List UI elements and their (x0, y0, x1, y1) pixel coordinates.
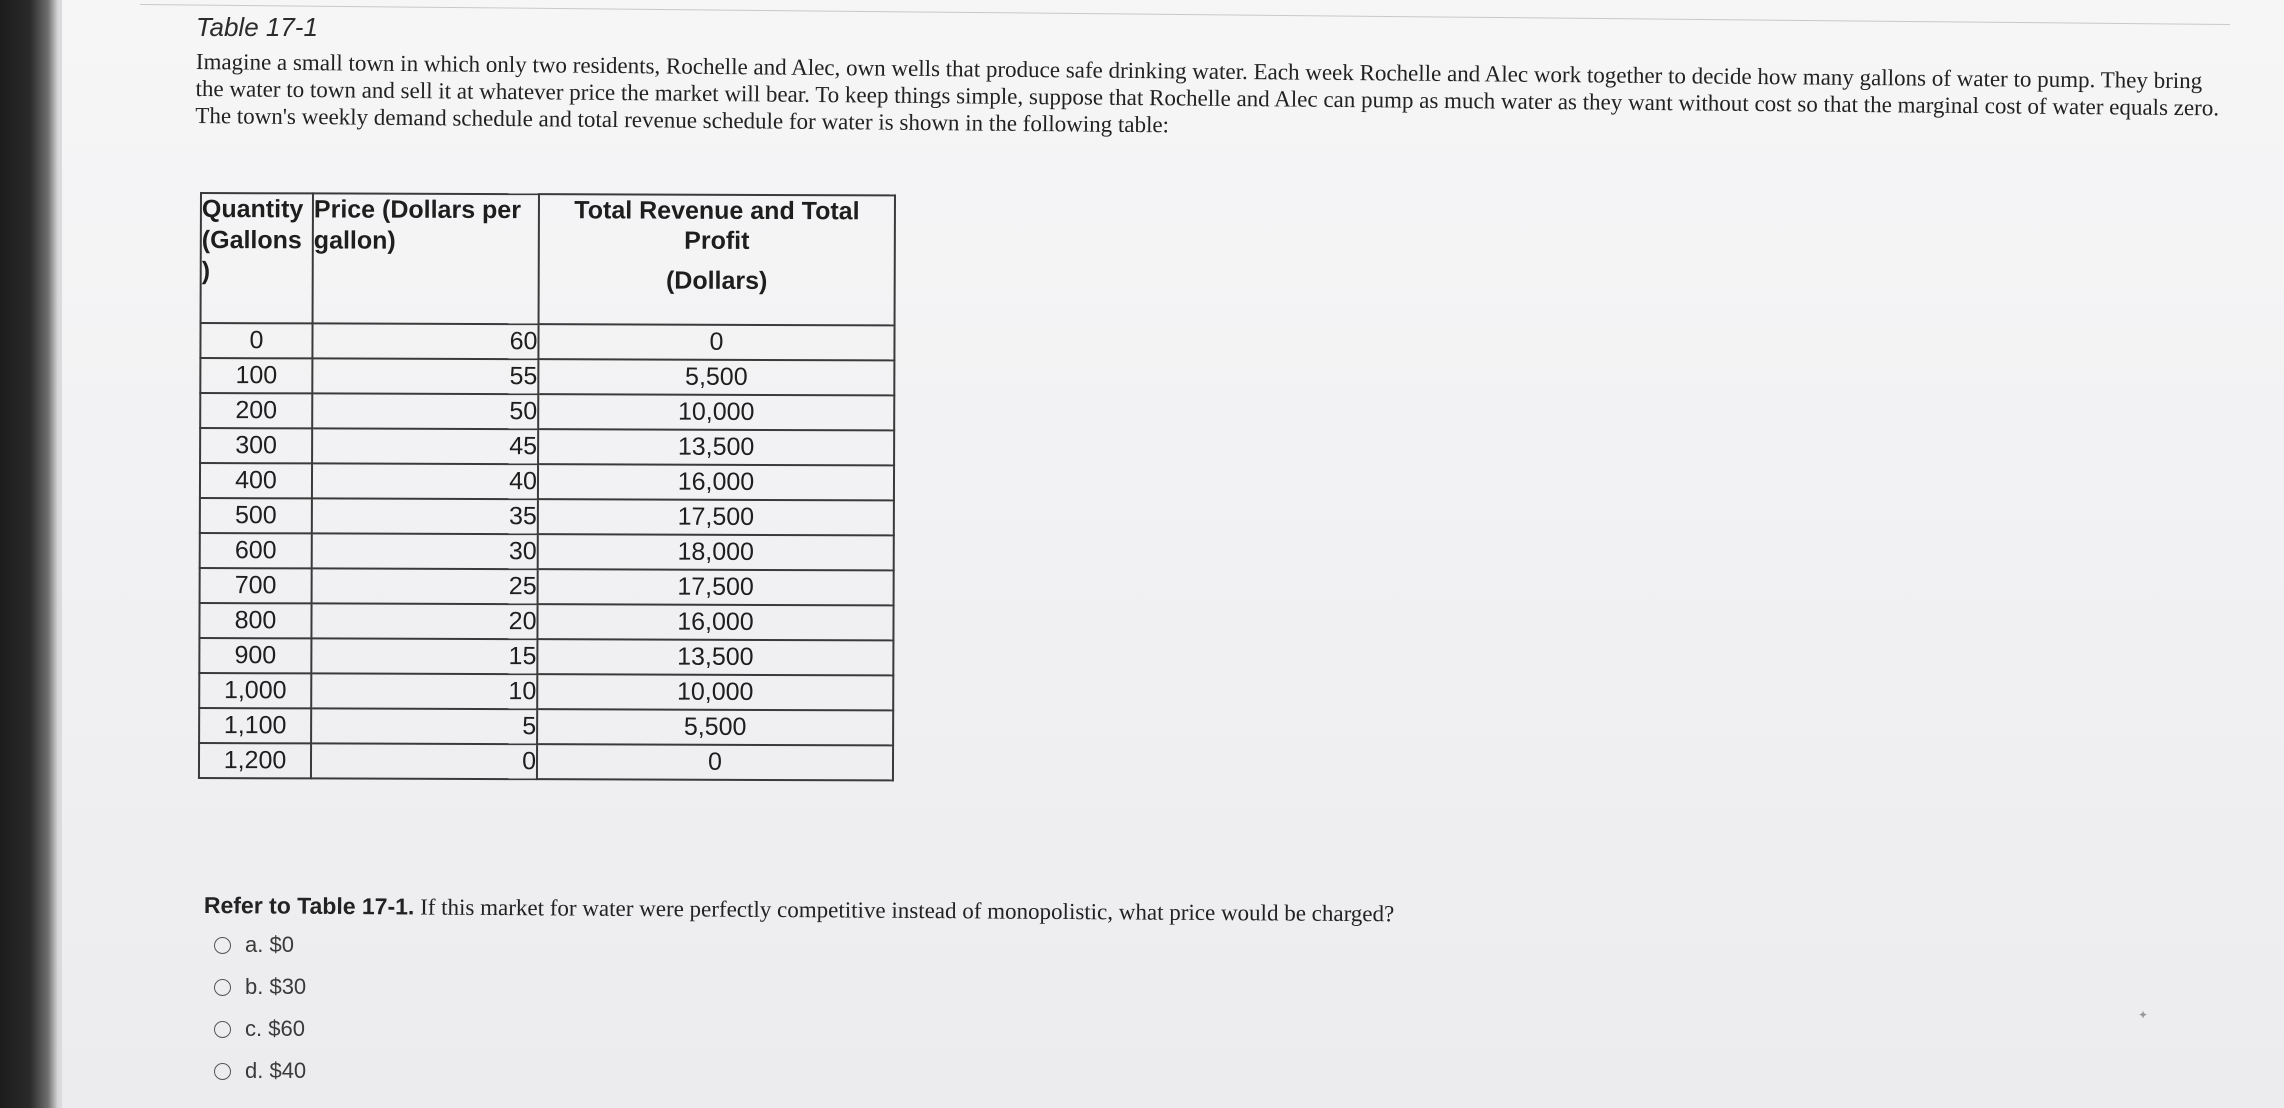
demand-table (198, 192, 896, 781)
cell-quantity: 800 (199, 603, 311, 638)
header-total-revenue (539, 194, 895, 325)
cell-quantity: 1,200 (199, 743, 311, 778)
cell-total-revenue: 16,000 (538, 464, 894, 500)
question-reference: Refer to Table 17-1. (203, 892, 415, 920)
option-label: b. $30 (245, 974, 307, 999)
table-row (199, 673, 893, 710)
cell-total-revenue: 0 (537, 744, 893, 780)
cell-price: 50 (312, 393, 538, 429)
radio-button[interactable] (214, 937, 231, 954)
table-row (200, 428, 894, 465)
table-header-row (201, 193, 895, 325)
option-label: a. $0 (245, 932, 294, 957)
cell-quantity: 600 (200, 533, 312, 568)
cell-total-revenue: 5,500 (538, 359, 894, 395)
cell-total-revenue: 5,500 (537, 709, 893, 745)
cell-quantity: 200 (200, 393, 312, 428)
option-c[interactable] (214, 1008, 306, 1050)
table-row (200, 358, 894, 395)
cell-quantity: 1,000 (199, 673, 311, 708)
cell-price: 30 (312, 533, 538, 569)
cell-total-revenue: 10,000 (537, 674, 893, 710)
cell-quantity: 900 (199, 638, 311, 673)
cell-quantity: 500 (200, 498, 312, 533)
header-total-revenue-label: Total Revenue and Total Profit (574, 196, 860, 255)
cell-quantity: 300 (200, 428, 312, 463)
cell-quantity: 100 (200, 358, 312, 393)
table-row (200, 393, 894, 430)
option-a[interactable] (214, 924, 306, 966)
cell-price: 25 (312, 568, 538, 604)
cell-price: 10 (311, 673, 537, 709)
cell-price: 55 (312, 358, 538, 394)
cell-quantity: 700 (200, 568, 312, 603)
cell-total-revenue: 13,500 (537, 639, 893, 675)
table-row (199, 743, 893, 780)
intro-paragraph: Imagine a small town in which only two residents, Rochelle and Alec, own wells that produce safe drinking water. Each week Rochelle and Alec work together to decide how many gallons of water to pump. They bring the water to town and sell it at whatever price the market will bear. To keep things simple, suppose that Rochelle and Alec can pump as much water as they want without cost so that the marginal cost of water equals zero. The town's weekly demand schedule and total revenue schedule for water is shown in the following table: (195, 48, 2220, 138)
table-row (200, 498, 894, 535)
cell-total-revenue: 18,000 (538, 534, 894, 570)
cell-total-revenue: 16,000 (537, 604, 893, 640)
cell-quantity: 1,100 (199, 708, 311, 743)
table-row (199, 638, 893, 675)
cell-price: 60 (312, 323, 538, 359)
cell-price: 35 (312, 498, 538, 534)
option-b[interactable] (214, 966, 306, 1008)
header-total-revenue-unit: (Dollars) (665, 266, 768, 295)
cell-quantity: 400 (200, 463, 312, 498)
answer-options (214, 924, 306, 1092)
cell-price: 45 (312, 428, 538, 464)
cell-price: 40 (312, 463, 538, 499)
header-quantity: Quantity (Gallons ) (201, 193, 313, 323)
table-title: Table 17-1 (196, 12, 318, 42)
radio-button[interactable] (214, 979, 231, 996)
cell-price: 0 (311, 743, 537, 779)
table-body (199, 323, 895, 780)
header-price: Price (Dollars per gallon) (313, 193, 539, 324)
cell-total-revenue: 0 (538, 324, 894, 360)
sparkle-icon: ✦ (2138, 1008, 2149, 1022)
option-label: c. $60 (245, 1016, 305, 1041)
table-row (200, 533, 894, 570)
cell-price: 20 (311, 603, 537, 639)
table-row (199, 603, 893, 640)
cell-price: 5 (311, 708, 537, 744)
cell-total-revenue: 17,500 (538, 569, 894, 605)
radio-button[interactable] (214, 1063, 231, 1080)
question-text: If this market for water were perfectly competitive instead of monopolistic, what price would be charged? (414, 894, 1395, 927)
option-label: d. $40 (245, 1058, 307, 1083)
cell-quantity: 0 (200, 323, 312, 358)
cell-total-revenue: 13,500 (538, 429, 894, 465)
cell-total-revenue: 17,500 (538, 499, 894, 535)
table-row (200, 323, 894, 360)
radio-button[interactable] (214, 1021, 231, 1038)
table-row (199, 708, 893, 745)
table-row (200, 463, 894, 500)
cell-price: 15 (311, 638, 537, 674)
cell-total-revenue: 10,000 (538, 394, 894, 430)
option-d[interactable] (214, 1050, 306, 1092)
table-row (200, 568, 894, 605)
